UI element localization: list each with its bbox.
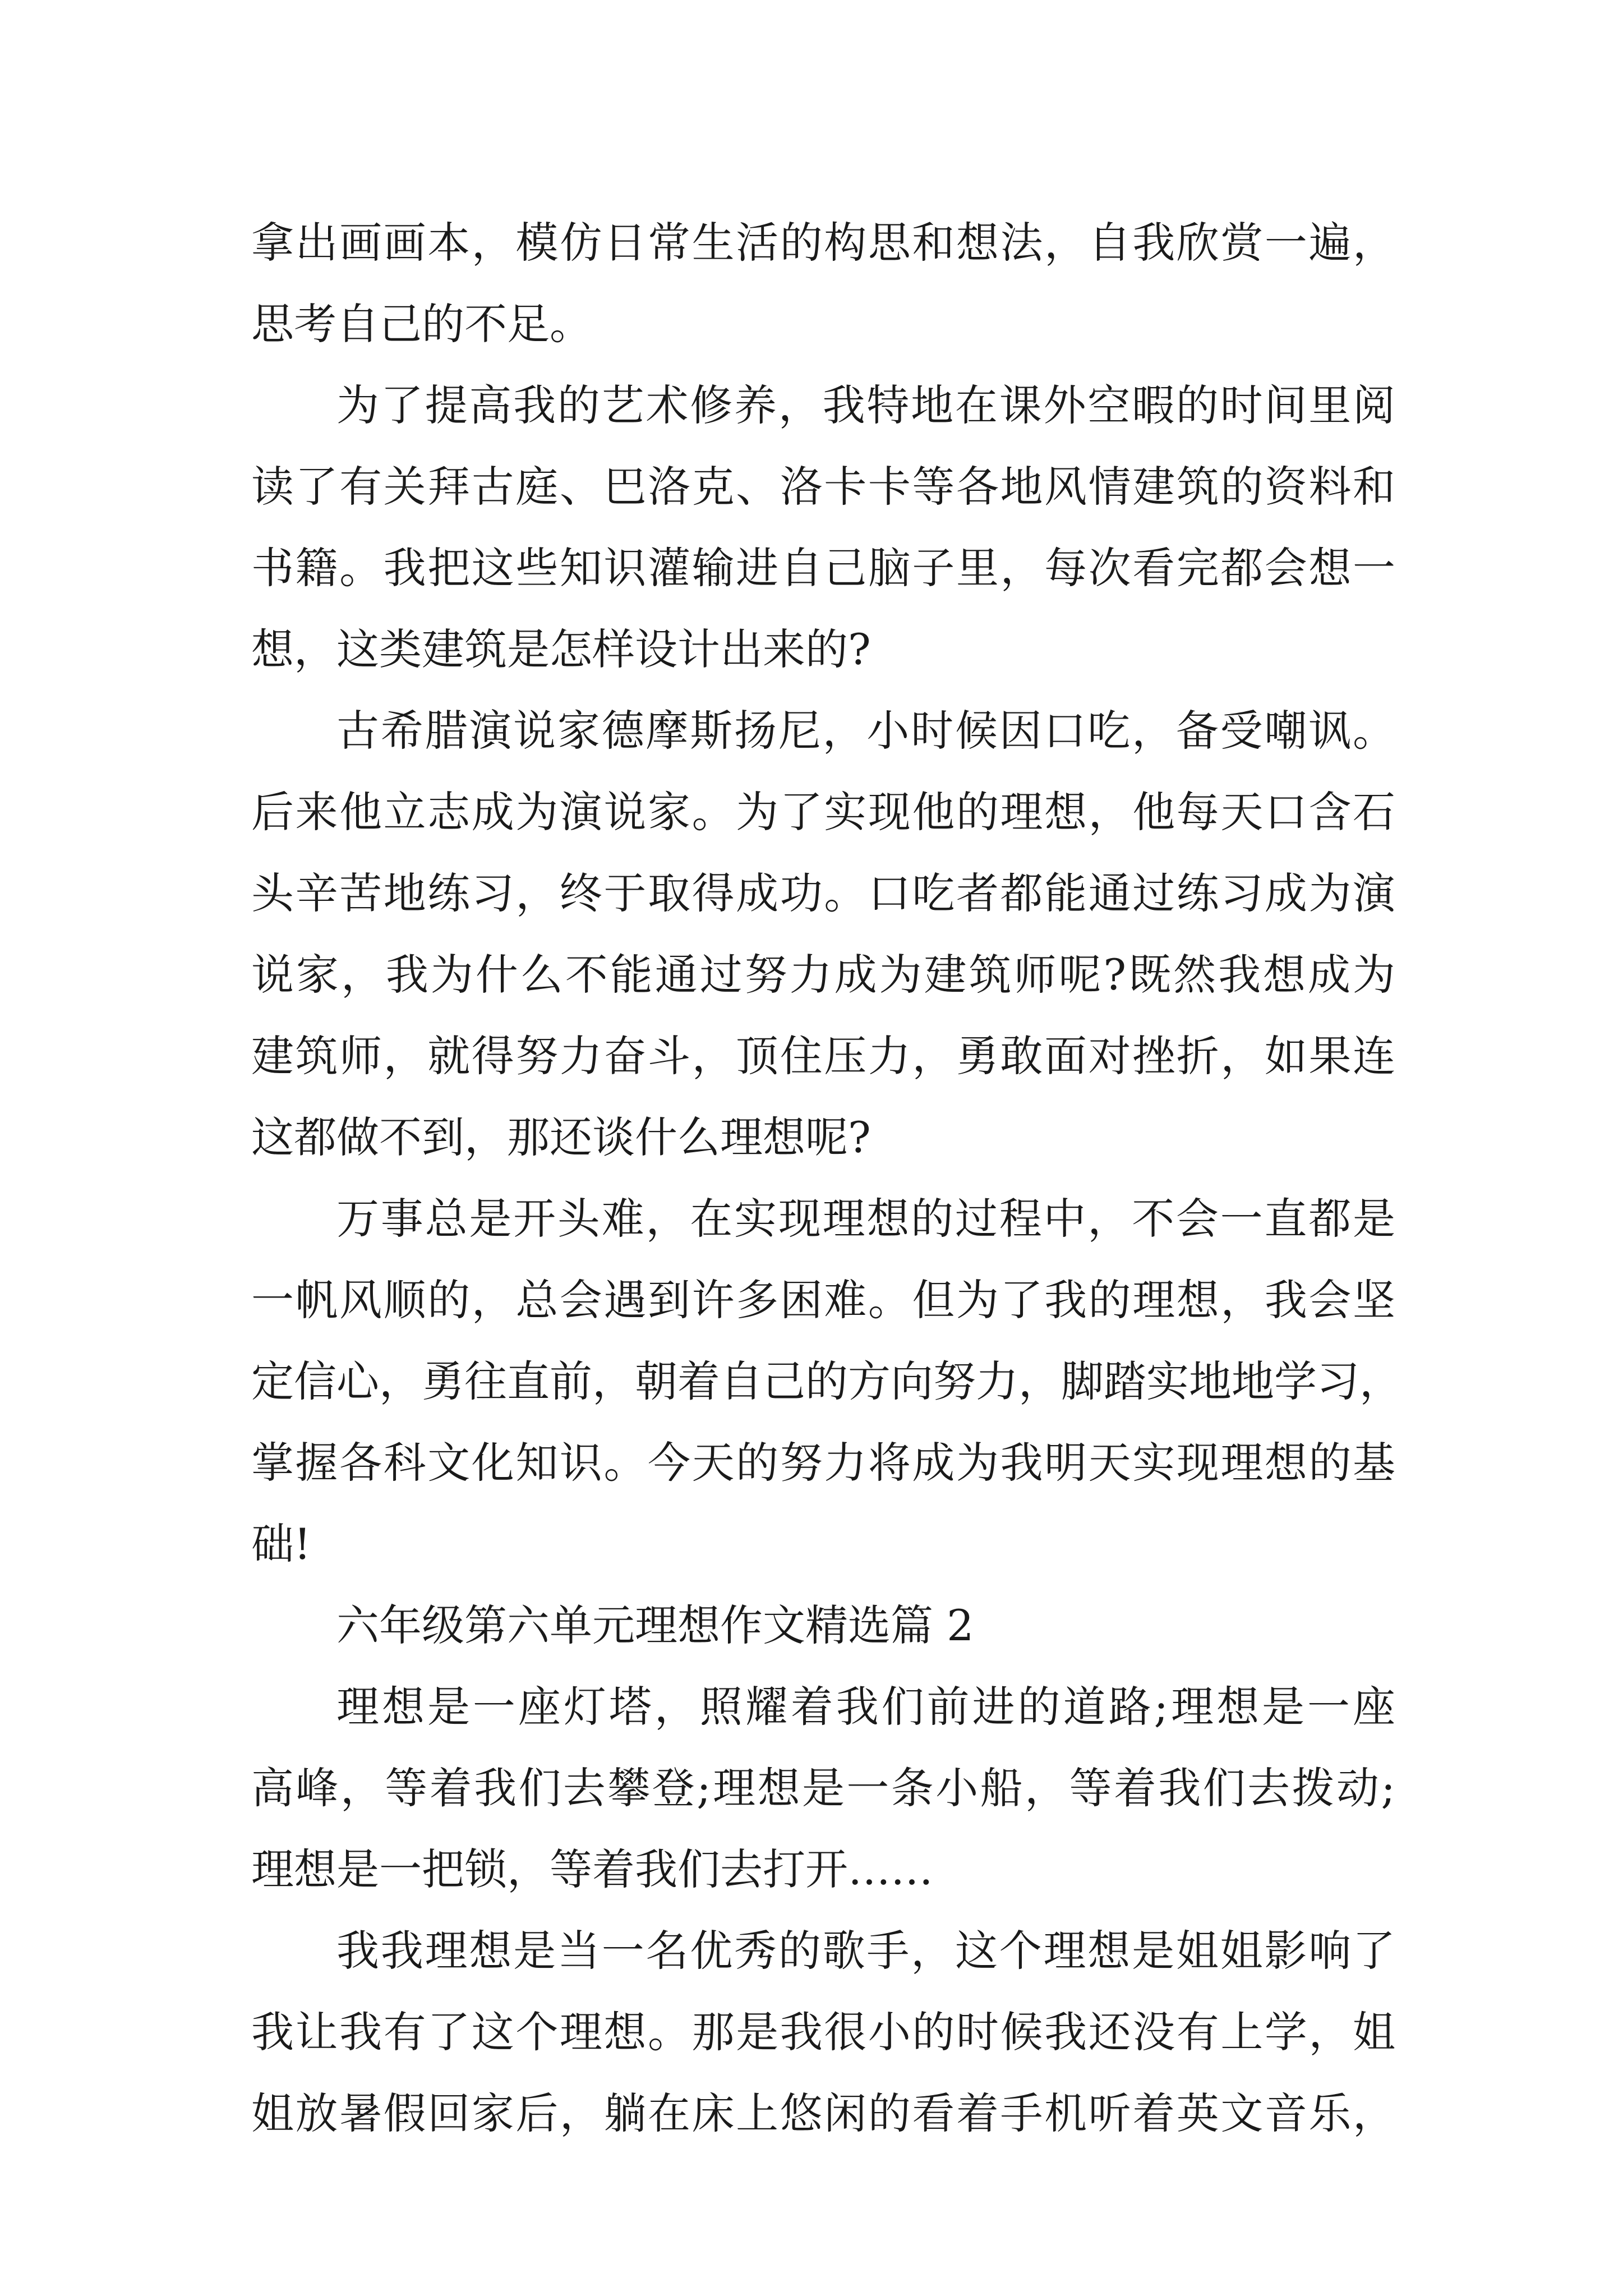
text-line: 读了有关拜古庭、巴洛克、洛卡卡等各地风情建筑的资料和 <box>251 462 1395 512</box>
paragraph-first-line: 理想是一座灯塔，照耀着我们前进的道路;理想是一座 <box>336 1682 1395 1732</box>
text-line: 思考自己的不足。 <box>251 299 592 349</box>
text-line: 我让我有了这个理想。那是我很小的时候我还没有上学，姐 <box>251 2007 1395 2057</box>
text-line: 姐放暑假回家后，躺在床上悠闲的看着手机听着英文音乐， <box>251 2088 1395 2138</box>
document-page <box>251 202 1402 2154</box>
text-line: 定信心，勇往直前，朝着自己的方向努力，脚踏实地地学习， <box>251 1356 1402 1406</box>
text-line: 这都做不到，那还谈什么理想呢? <box>251 1112 871 1162</box>
text-line: 想，这类建筑是怎样设计出来的? <box>251 624 871 674</box>
text-line: 后来他立志成为演说家。为了实现他的理想，他每天口含石 <box>251 787 1395 837</box>
text-line: 头辛苦地练习，终于取得成功。口吃者都能通过练习成为演 <box>251 868 1395 918</box>
paragraph-first-line: 我我理想是当一名优秀的歌手，这个理想是姐姐影响了 <box>336 1926 1395 1976</box>
paragraph-first-line: 为了提高我的艺术修养，我特地在课外空暇的时间里阅 <box>336 380 1395 430</box>
text-line: 拿出画画本，模仿日常生活的构思和想法，自我欣赏一遍， <box>251 218 1395 268</box>
text-line: 理想是一把锁，等着我们去打开…… <box>251 1844 933 1894</box>
text-line: 础! <box>251 1519 311 1569</box>
text-line: 高峰，等着我们去攀登;理想是一条小船，等着我们去拨动; <box>251 1763 1395 1813</box>
text-line: 一帆风顺的，总会遇到许多困难。但为了我的理想，我会坚 <box>251 1275 1395 1325</box>
text-line: 说家，我为什么不能通过努力成为建筑师呢?既然我想成为 <box>251 950 1395 1000</box>
paragraph-first-line: 万事总是开头难，在实现理想的过程中，不会一直都是 <box>336 1194 1395 1244</box>
paragraph-first-line: 古希腊演说家德摩斯扬尼，小时候因口吃，备受嘲讽。 <box>336 706 1395 756</box>
section-heading: 六年级第六单元理想作文精选篇 2 <box>336 1600 974 1650</box>
text-line: 书籍。我把这些知识灌输进自己脑子里，每次看完都会想一 <box>251 543 1395 593</box>
text-line: 建筑师，就得努力奋斗，顶住压力，勇敢面对挫折，如果连 <box>251 1031 1395 1081</box>
text-line: 掌握各科文化知识。今天的努力将成为我明天实现理想的基 <box>251 1438 1395 1488</box>
